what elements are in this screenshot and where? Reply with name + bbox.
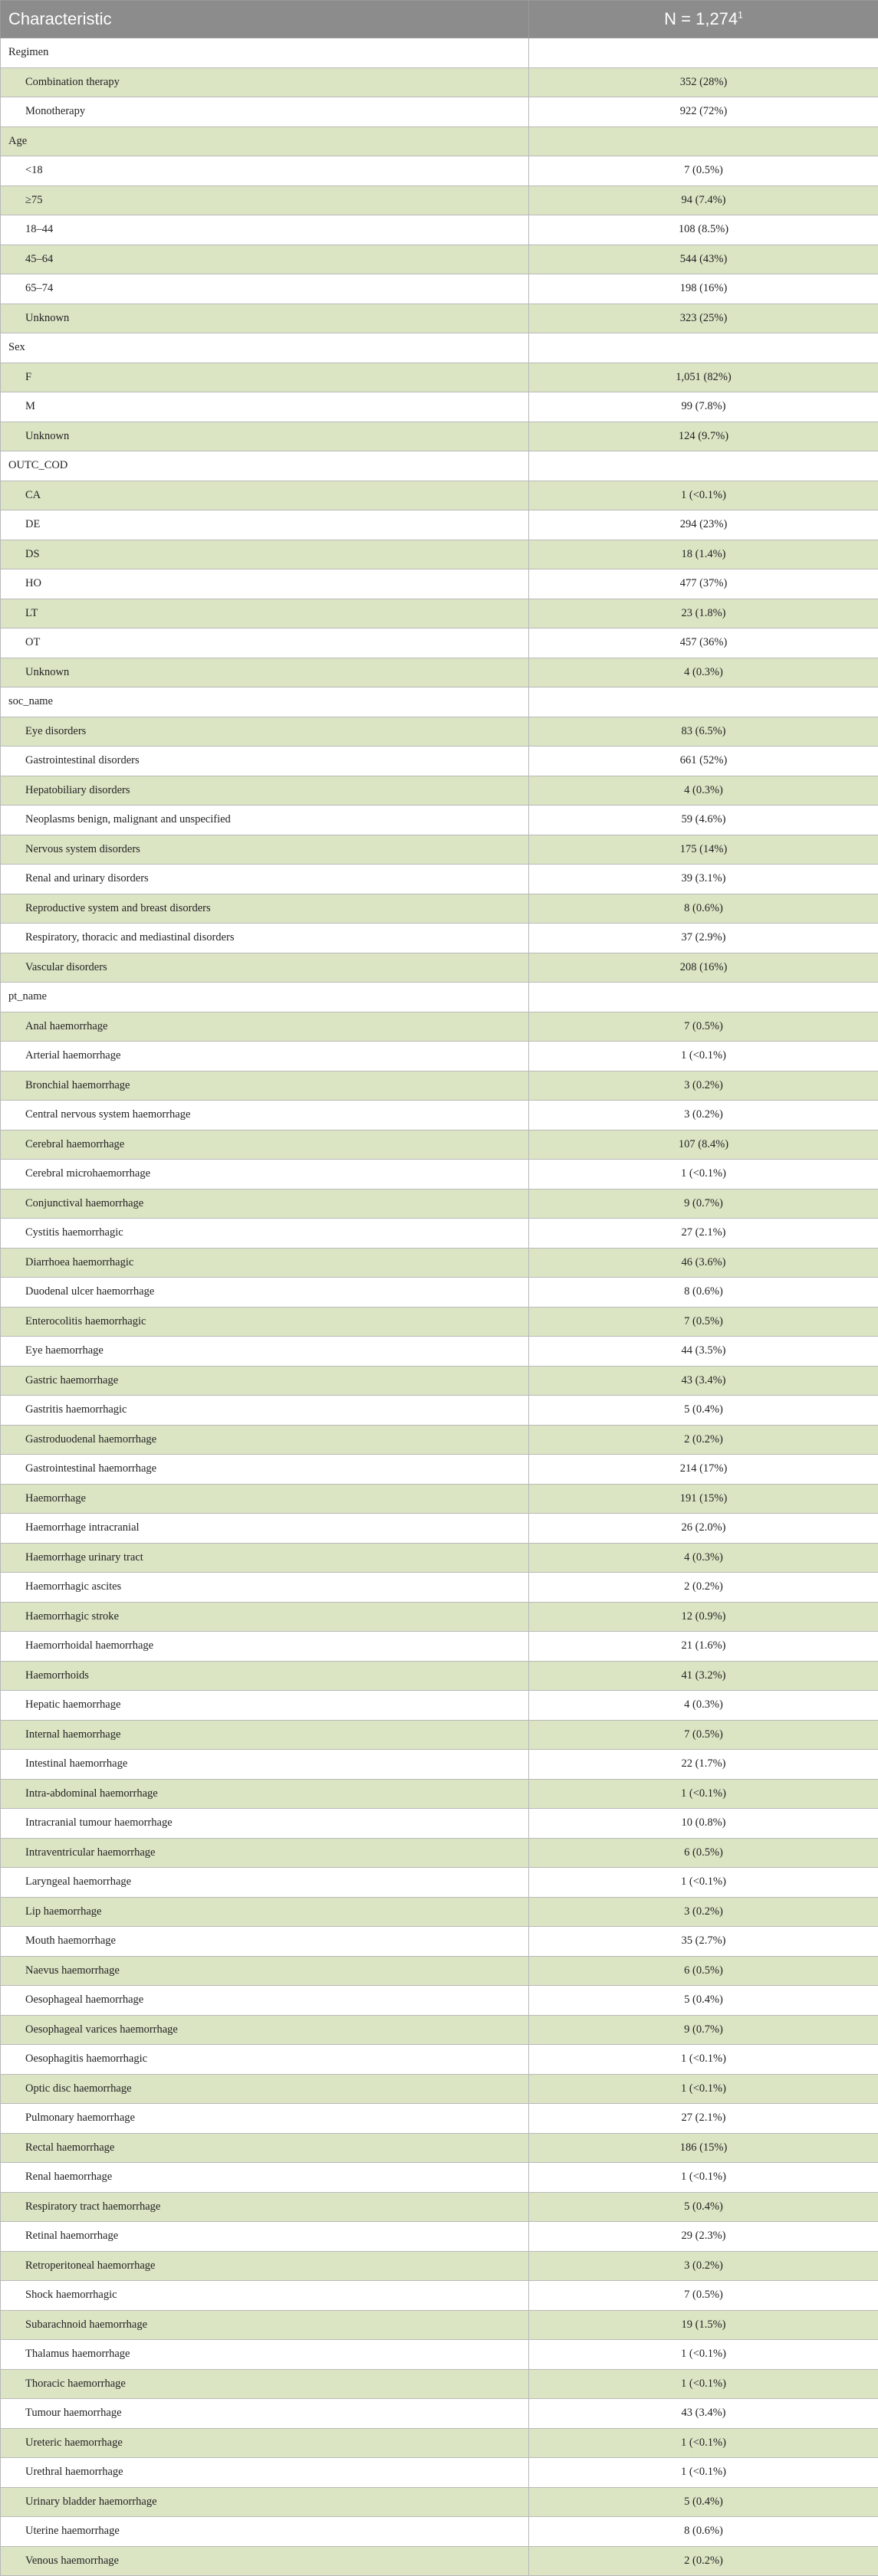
table-row [1, 2192, 878, 2222]
characteristic-level: Haemorrhagic ascites [1, 1573, 529, 1603]
count-percent-value: 4 (0.3%) [529, 776, 878, 806]
count-percent-value: 3 (0.2%) [529, 1071, 878, 1101]
table-row [1, 244, 878, 274]
characteristic-level: Pulmonary haemorrhage [1, 2104, 529, 2134]
count-percent-value: 175 (14%) [529, 835, 878, 865]
count-percent-value: 352 (28%) [529, 67, 878, 97]
characteristic-level: Oesophageal haemorrhage [1, 1986, 529, 2016]
table-row [1, 1868, 878, 1898]
characteristic-level: Subarachnoid haemorrhage [1, 2310, 529, 2340]
group-empty-cell [529, 983, 878, 1012]
count-percent-value: 83 (6.5%) [529, 717, 878, 747]
table-row [1, 2487, 878, 2517]
table-row [1, 2015, 878, 2045]
count-percent-value: 9 (0.7%) [529, 2015, 878, 2045]
characteristic-level: Nervous system disorders [1, 835, 529, 865]
table-row [1, 2340, 878, 2370]
characteristic-level: Duodenal ulcer haemorrhage [1, 1278, 529, 1308]
count-percent-value: 1 (<0.1%) [529, 1868, 878, 1898]
characteristic-level: Gastric haemorrhage [1, 1366, 529, 1396]
characteristic-level: Oesophageal varices haemorrhage [1, 2015, 529, 2045]
table-row [1, 2281, 878, 2311]
table-row [1, 215, 878, 245]
table-row [1, 2251, 878, 2281]
count-percent-value: 191 (15%) [529, 1484, 878, 1514]
table-row [1, 510, 878, 540]
characteristic-level: Hepatobiliary disorders [1, 776, 529, 806]
characteristic-level: M [1, 392, 529, 422]
count-percent-value: 4 (0.3%) [529, 1543, 878, 1573]
characteristic-level: Haemorrhage urinary tract [1, 1543, 529, 1573]
characteristic-level: LT [1, 599, 529, 628]
characteristic-group-label: Regimen [1, 38, 529, 68]
count-percent-value: 457 (36%) [529, 628, 878, 658]
table-row [1, 599, 878, 628]
characteristic-level: Arterial haemorrhage [1, 1042, 529, 1071]
characteristic-level: Respiratory tract haemorrhage [1, 2192, 529, 2222]
characteristic-level: Intra-abdominal haemorrhage [1, 1779, 529, 1809]
characteristic-level: Gastritis haemorrhagic [1, 1396, 529, 1426]
characteristic-level: Monotherapy [1, 97, 529, 127]
table-row [1, 1278, 878, 1308]
count-percent-value: 661 (52%) [529, 747, 878, 776]
table-row [1, 1691, 878, 1721]
count-percent-value: 1,051 (82%) [529, 363, 878, 392]
table-row [1, 392, 878, 422]
characteristic-level: ≥75 [1, 185, 529, 215]
group-empty-cell [529, 38, 878, 68]
table-row [1, 2310, 878, 2340]
characteristic-level: Neoplasms benign, malignant and unspecified [1, 806, 529, 835]
count-percent-value: 26 (2.0%) [529, 1514, 878, 1544]
table-row [1, 1956, 878, 1986]
count-percent-value: 1 (<0.1%) [529, 1160, 878, 1190]
count-percent-value: 214 (17%) [529, 1455, 878, 1485]
count-percent-value: 1 (<0.1%) [529, 481, 878, 510]
count-percent-value: 1 (<0.1%) [529, 2340, 878, 2370]
characteristic-level: Retroperitoneal haemorrhage [1, 2251, 529, 2281]
count-percent-value: 2 (0.2%) [529, 1425, 878, 1455]
table-row [1, 1455, 878, 1485]
characteristic-level: Rectal haemorrhage [1, 2133, 529, 2163]
table-row [1, 628, 878, 658]
characteristic-level: Urinary bladder haemorrhage [1, 2487, 529, 2517]
table-row [1, 1927, 878, 1957]
table-row [1, 1189, 878, 1219]
count-percent-value: 46 (3.6%) [529, 1248, 878, 1278]
count-percent-value: 4 (0.3%) [529, 1691, 878, 1721]
count-percent-value: 29 (2.3%) [529, 2222, 878, 2252]
count-percent-value: 107 (8.4%) [529, 1130, 878, 1160]
characteristic-level: Combination therapy [1, 67, 529, 97]
characteristic-level: Intraventricular haemorrhage [1, 1838, 529, 1868]
table-row [1, 1750, 878, 1780]
count-percent-value: 6 (0.5%) [529, 1956, 878, 1986]
characteristic-level: Retinal haemorrhage [1, 2222, 529, 2252]
count-percent-value: 8 (0.6%) [529, 1278, 878, 1308]
characteristic-level: HO [1, 569, 529, 599]
characteristic-level: Venous haemorrhage [1, 2546, 529, 2576]
characteristic-level: Anal haemorrhage [1, 1012, 529, 1042]
characteristic-level: Cerebral haemorrhage [1, 1130, 529, 1160]
count-percent-value: 294 (23%) [529, 510, 878, 540]
group-header-row [1, 451, 878, 481]
count-percent-value: 1 (<0.1%) [529, 1779, 878, 1809]
count-percent-value: 21 (1.6%) [529, 1632, 878, 1662]
characteristic-group-label: Sex [1, 333, 529, 363]
count-percent-value: 3 (0.2%) [529, 2251, 878, 2281]
table-row [1, 1396, 878, 1426]
table-row [1, 1101, 878, 1130]
count-percent-value: 27 (2.1%) [529, 1219, 878, 1249]
count-percent-value: 1 (<0.1%) [529, 2074, 878, 2104]
count-percent-value: 124 (9.7%) [529, 422, 878, 451]
table-header-row [1, 1, 878, 38]
characteristic-level: Haemorrhagic stroke [1, 1602, 529, 1632]
count-percent-value: 99 (7.8%) [529, 392, 878, 422]
characteristic-group-label: OUTC_COD [1, 451, 529, 481]
characteristic-level: 65–74 [1, 274, 529, 304]
count-percent-value: 1 (<0.1%) [529, 2458, 878, 2488]
table-body [1, 38, 878, 2576]
table-row [1, 1986, 878, 2016]
table-row [1, 1012, 878, 1042]
table-row [1, 422, 878, 451]
characteristic-level: Diarrhoea haemorrhagic [1, 1248, 529, 1278]
table-row [1, 2104, 878, 2134]
count-percent-value: 108 (8.5%) [529, 215, 878, 245]
group-header-row [1, 38, 878, 68]
count-percent-value: 1 (<0.1%) [529, 2045, 878, 2075]
table-row [1, 1042, 878, 1071]
table-row [1, 1632, 878, 1662]
table-row [1, 2074, 878, 2104]
characteristic-level: Haemorrhage [1, 1484, 529, 1514]
count-percent-value: 186 (15%) [529, 2133, 878, 2163]
count-percent-value: 477 (37%) [529, 569, 878, 599]
group-header-row [1, 687, 878, 717]
count-percent-value: 37 (2.9%) [529, 924, 878, 953]
count-percent-value: 35 (2.7%) [529, 1927, 878, 1957]
group-empty-cell [529, 333, 878, 363]
table-row [1, 363, 878, 392]
count-percent-value: 94 (7.4%) [529, 185, 878, 215]
characteristic-level: Vascular disorders [1, 953, 529, 983]
characteristic-level: Naevus haemorrhage [1, 1956, 529, 1986]
header-n-footnote: 1 [738, 10, 743, 21]
count-percent-value: 4 (0.3%) [529, 658, 878, 687]
characteristic-level: DE [1, 510, 529, 540]
count-percent-value: 44 (3.5%) [529, 1337, 878, 1367]
table-row [1, 2222, 878, 2252]
characteristic-level: Intestinal haemorrhage [1, 1750, 529, 1780]
count-percent-value: 7 (0.5%) [529, 1012, 878, 1042]
table-row [1, 717, 878, 747]
count-percent-value: 7 (0.5%) [529, 1307, 878, 1337]
characteristic-level: Conjunctival haemorrhage [1, 1189, 529, 1219]
table-row [1, 481, 878, 510]
table-row [1, 776, 878, 806]
count-percent-value: 5 (0.4%) [529, 1396, 878, 1426]
table-row [1, 865, 878, 894]
characteristic-level: Respiratory, thoracic and mediastinal disorders [1, 924, 529, 953]
count-percent-value: 6 (0.5%) [529, 1838, 878, 1868]
table-row [1, 747, 878, 776]
count-percent-value: 22 (1.7%) [529, 1750, 878, 1780]
count-percent-value: 3 (0.2%) [529, 1101, 878, 1130]
characteristic-level: Internal haemorrhage [1, 1720, 529, 1750]
characteristic-level: Lip haemorrhage [1, 1897, 529, 1927]
count-percent-value: 2 (0.2%) [529, 1573, 878, 1603]
count-percent-value: 922 (72%) [529, 97, 878, 127]
table-row [1, 1425, 878, 1455]
count-percent-value: 544 (43%) [529, 244, 878, 274]
characteristic-level: Unknown [1, 658, 529, 687]
characteristic-level: Haemorrhoidal haemorrhage [1, 1632, 529, 1662]
count-percent-value: 18 (1.4%) [529, 540, 878, 569]
header-n-label: N = 1,274 [664, 9, 738, 28]
count-percent-value: 2 (0.2%) [529, 2546, 878, 2576]
characteristic-level: OT [1, 628, 529, 658]
characteristic-level: Reproductive system and breast disorders [1, 894, 529, 924]
characteristic-level: Enterocolitis haemorrhagic [1, 1307, 529, 1337]
table-row [1, 1219, 878, 1249]
characteristic-level: Haemorrhage intracranial [1, 1514, 529, 1544]
table-row [1, 894, 878, 924]
table-row [1, 658, 878, 687]
table-row [1, 1809, 878, 1839]
table-row [1, 1602, 878, 1632]
count-percent-value: 59 (4.6%) [529, 806, 878, 835]
characteristic-level: Tumour haemorrhage [1, 2399, 529, 2429]
characteristic-group-label: pt_name [1, 983, 529, 1012]
table-row [1, 924, 878, 953]
group-empty-cell [529, 126, 878, 156]
characteristic-level: Cystitis haemorrhagic [1, 1219, 529, 1249]
characteristic-level: Uterine haemorrhage [1, 2517, 529, 2547]
characteristic-level: Haemorrhoids [1, 1661, 529, 1691]
characteristic-level: Laryngeal haemorrhage [1, 1868, 529, 1898]
count-percent-value: 7 (0.5%) [529, 156, 878, 186]
characteristic-level: Hepatic haemorrhage [1, 1691, 529, 1721]
count-percent-value: 8 (0.6%) [529, 894, 878, 924]
table-row [1, 2458, 878, 2488]
characteristic-level: Thoracic haemorrhage [1, 2369, 529, 2399]
characteristic-level: Unknown [1, 304, 529, 333]
table-row [1, 97, 878, 127]
group-empty-cell [529, 687, 878, 717]
count-percent-value: 5 (0.4%) [529, 2487, 878, 2517]
characteristic-level: Cerebral microhaemorrhage [1, 1160, 529, 1190]
characteristic-level: Eye haemorrhage [1, 1337, 529, 1367]
characteristic-group-label: Age [1, 126, 529, 156]
table-row [1, 1543, 878, 1573]
count-percent-value: 23 (1.8%) [529, 599, 878, 628]
table-row [1, 2399, 878, 2429]
characteristic-level: Mouth haemorrhage [1, 1927, 529, 1957]
count-percent-value: 7 (0.5%) [529, 1720, 878, 1750]
table-row [1, 1160, 878, 1190]
characteristic-level: 45–64 [1, 244, 529, 274]
count-percent-value: 1 (<0.1%) [529, 2428, 878, 2458]
characteristic-level: 18–44 [1, 215, 529, 245]
characteristic-level: Gastroduodenal haemorrhage [1, 1425, 529, 1455]
table-row [1, 1573, 878, 1603]
count-percent-value: 1 (<0.1%) [529, 1042, 878, 1071]
count-percent-value: 198 (16%) [529, 274, 878, 304]
characteristic-level: CA [1, 481, 529, 510]
table-row [1, 1514, 878, 1544]
header-n [529, 1, 878, 38]
count-percent-value: 41 (3.2%) [529, 1661, 878, 1691]
table-row [1, 1484, 878, 1514]
count-percent-value: 208 (16%) [529, 953, 878, 983]
table-row [1, 274, 878, 304]
table-row [1, 1130, 878, 1160]
characteristic-level: Gastrointestinal disorders [1, 747, 529, 776]
table-row [1, 953, 878, 983]
count-percent-value: 3 (0.2%) [529, 1897, 878, 1927]
characteristic-level: Urethral haemorrhage [1, 2458, 529, 2488]
group-header-row [1, 126, 878, 156]
table-row [1, 1779, 878, 1809]
count-percent-value: 1 (<0.1%) [529, 2369, 878, 2399]
characteristic-level: Renal haemorrhage [1, 2163, 529, 2193]
table-row [1, 835, 878, 865]
count-percent-value: 5 (0.4%) [529, 2192, 878, 2222]
table-row [1, 2546, 878, 2576]
characteristic-level: Eye disorders [1, 717, 529, 747]
table-row [1, 185, 878, 215]
count-percent-value: 1 (<0.1%) [529, 2163, 878, 2193]
table-row [1, 1720, 878, 1750]
table-row [1, 2517, 878, 2547]
table-row [1, 304, 878, 333]
table-row [1, 67, 878, 97]
group-header-row [1, 983, 878, 1012]
characteristic-level: Optic disc haemorrhage [1, 2074, 529, 2104]
characteristic-level: Unknown [1, 422, 529, 451]
table-row [1, 2045, 878, 2075]
count-percent-value: 8 (0.6%) [529, 2517, 878, 2547]
table-row [1, 1661, 878, 1691]
count-percent-value: 5 (0.4%) [529, 1986, 878, 2016]
characteristic-group-label: soc_name [1, 687, 529, 717]
table-row [1, 806, 878, 835]
table-row [1, 2369, 878, 2399]
group-empty-cell [529, 451, 878, 481]
table-row [1, 1337, 878, 1367]
group-header-row [1, 333, 878, 363]
table-row [1, 2133, 878, 2163]
characteristic-level: Thalamus haemorrhage [1, 2340, 529, 2370]
characteristic-level: DS [1, 540, 529, 569]
count-percent-value: 323 (25%) [529, 304, 878, 333]
table-row [1, 1897, 878, 1927]
characteristic-level: Shock haemorrhagic [1, 2281, 529, 2311]
characteristic-level: Ureteric haemorrhage [1, 2428, 529, 2458]
table-row [1, 1248, 878, 1278]
table-row [1, 1838, 878, 1868]
table-row [1, 156, 878, 186]
characteristic-level: Central nervous system haemorrhage [1, 1101, 529, 1130]
table-row [1, 2428, 878, 2458]
characteristic-level: <18 [1, 156, 529, 186]
count-percent-value: 9 (0.7%) [529, 1189, 878, 1219]
characteristic-level: Intracranial tumour haemorrhage [1, 1809, 529, 1839]
characteristic-level: Renal and urinary disorders [1, 865, 529, 894]
count-percent-value: 10 (0.8%) [529, 1809, 878, 1839]
table-row [1, 2163, 878, 2193]
table-row [1, 1366, 878, 1396]
characteristic-level: Gastrointestinal haemorrhage [1, 1455, 529, 1485]
count-percent-value: 19 (1.5%) [529, 2310, 878, 2340]
count-percent-value: 39 (3.1%) [529, 865, 878, 894]
table-row [1, 1307, 878, 1337]
header-characteristic: Characteristic [1, 1, 529, 38]
table-row [1, 1071, 878, 1101]
count-percent-value: 43 (3.4%) [529, 1366, 878, 1396]
characteristic-level: F [1, 363, 529, 392]
count-percent-value: 27 (2.1%) [529, 2104, 878, 2134]
characteristic-level: Bronchial haemorrhage [1, 1071, 529, 1101]
count-percent-value: 7 (0.5%) [529, 2281, 878, 2311]
characteristic-level: Oesophagitis haemorrhagic [1, 2045, 529, 2075]
table-row [1, 540, 878, 569]
table-row [1, 569, 878, 599]
count-percent-value: 12 (0.9%) [529, 1602, 878, 1632]
count-percent-value: 43 (3.4%) [529, 2399, 878, 2429]
